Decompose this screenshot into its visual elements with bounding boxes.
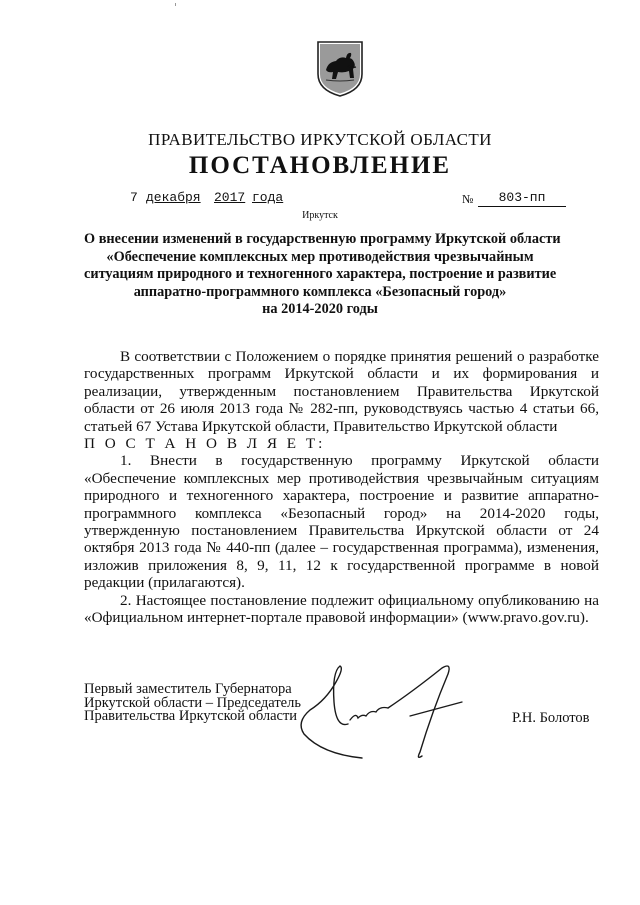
signatory-title-line: Первый заместитель Губернатора	[84, 681, 292, 697]
title-line: на 2014-2020 годы	[262, 301, 378, 317]
handwritten-signature	[292, 662, 482, 762]
date-month: декабря	[146, 190, 201, 205]
document-title	[84, 231, 561, 319]
irkutsk-coat-of-arms-icon	[316, 40, 364, 98]
document-number: 803-пп	[478, 190, 566, 207]
date-number-line	[0, 190, 640, 210]
intro-paragraph: В соответствии с Положением о порядке принятия решений о разработке государственных программ Иркутской области и их формирования и реализации, утвержденным постановлением Правительства Иркутской области от 26 июля 2013 года № 282-пп, руководствуясь частью 4 статьи 66, статьей 67 Устава Иркутской области, Правительство Иркутской области	[84, 348, 599, 435]
date-day: 7	[130, 190, 138, 205]
signatory-title-line: Иркутской области – Председатель	[84, 694, 301, 711]
title-line: аппаратно-программного комплекса «Безопасный город»	[133, 283, 507, 300]
date-year: 2017	[214, 190, 246, 205]
city: Иркутск	[302, 210, 338, 221]
title-line: О внесении изменений в государственную программу Иркутской области	[84, 231, 561, 247]
title-line: ситуациям природного и техногенного характера, построение и развитие	[84, 266, 557, 282]
scan-mark	[175, 3, 176, 6]
organization-name: ПРАВИТЕЛЬСТВО ИРКУТСКОЙ ОБЛАСТИ	[148, 130, 492, 149]
decree-word: П О С Т А Н О В Л Я Е Т:	[84, 435, 326, 453]
signatory-title	[84, 683, 301, 724]
item-2: 2. Настоящее постановление подлежит официальному опубликованию на «Официальном интернет-портале правовой информации» (www.pravo.gov.ru).	[84, 591, 599, 627]
document-body	[84, 348, 599, 627]
item-1: 1. Внести в государственную программу Иркутской области «Обеспечение комплексных мер противодействия чрезвычайным ситуациям природного и техногенного характера, построение и развитие аппаратно-программного комплекса «Безопасный город» на 2014-2020 годы, утвержденную постановлением Правительства Иркутской области от 24 октября 2013 года № 440-пп (далее – государственная программа), изменения, изложив приложения 8, 9, 11, 12 к государственной программе в новой редакции (прилагаются).	[84, 452, 599, 592]
date-year-word: года	[252, 190, 284, 205]
document-type: ПОСТАНОВЛЕНИЕ	[188, 152, 452, 179]
signatory-name: Р.Н. Болотов	[512, 710, 590, 726]
signatory-title-line: Правительства Иркутской области	[84, 708, 298, 724]
title-line: «Обеспечение комплексных мер противодействия чрезвычайным	[106, 248, 534, 265]
number-sign: №	[462, 192, 474, 206]
